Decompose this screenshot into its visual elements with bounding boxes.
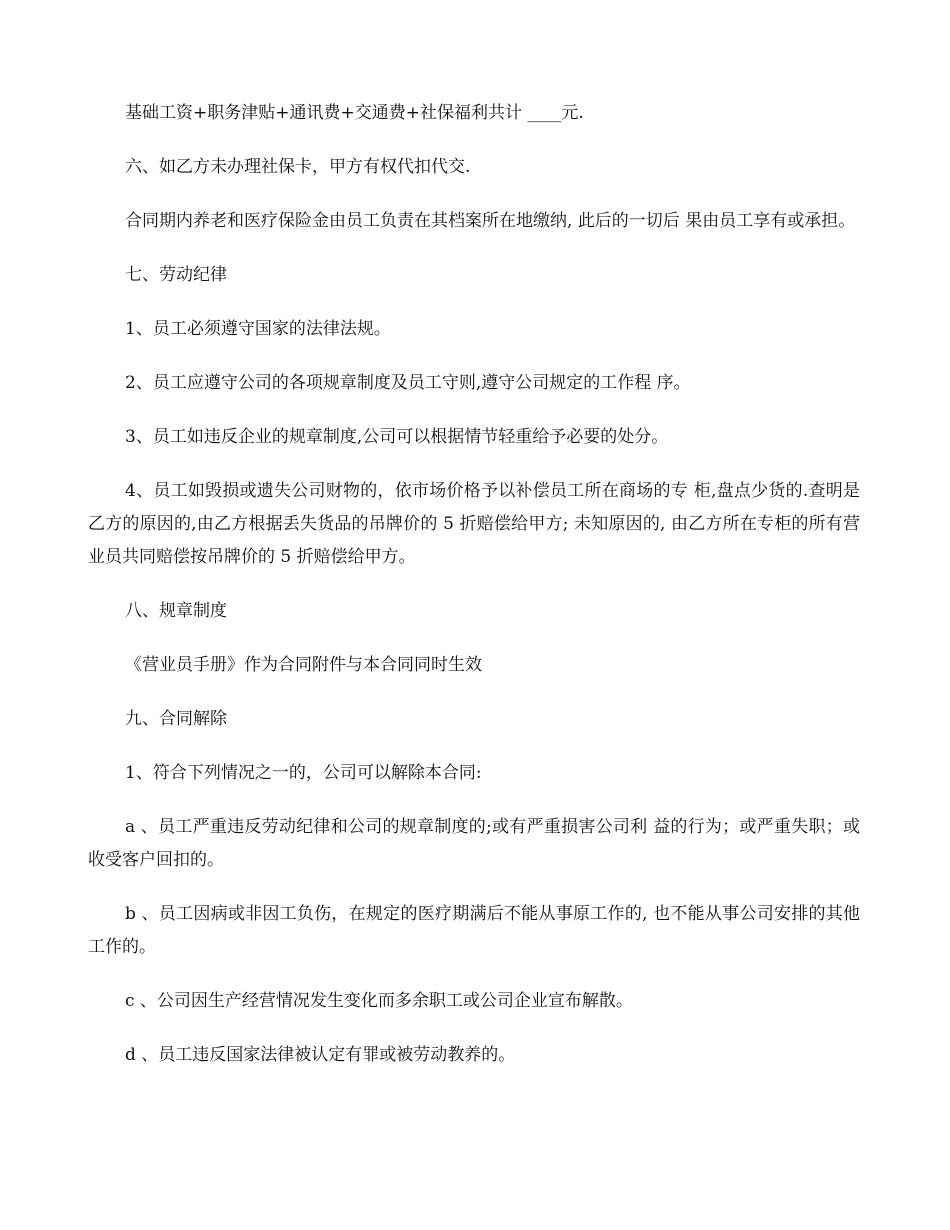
document-body <box>88 97 860 1093</box>
section-8-heading: 八、规章制度 <box>125 601 227 621</box>
termination-item-1: 1、符合下列情况之一的，公司可以解除本合同: <box>125 763 482 783</box>
section-6-heading: 六、如乙方未办理社保卡，甲方有权代扣代交. <box>125 157 471 177</box>
section-9-heading: 九、合同解除 <box>125 709 227 729</box>
salary-total-line: 基础工资+职务津贴+通讯费+交通费+社保福利共计 ____元. <box>125 103 584 123</box>
termination-item-a: a 、员工严重违反劳动纪律和公司的规章制度的;或有严重损害公司利 益的行为；或严重失职；或收受客户回扣的。 <box>88 817 860 870</box>
termination-item-c: c 、公司因生产经营情况发生变化而多余职工或公司企业宣布解散。 <box>125 991 633 1011</box>
insurance-paragraph: 合同期内养老和医疗保险金由员工负责在其档案所在地缴纳, 此后的一切后 果由员工享有或承担。 <box>125 211 856 231</box>
termination-item-d: d 、员工违反国家法律被认定有罪或被劳动教养的。 <box>125 1045 516 1065</box>
discipline-item-2: 2、员工应遵守公司的各项规章制度及员工守则,遵守公司规定的工作程 序。 <box>125 373 691 393</box>
handbook-paragraph: 《营业员手册》作为合同附件与本合同同时生效 <box>125 655 482 675</box>
section-7-heading: 七、劳动纪律 <box>125 265 227 285</box>
discipline-item-1: 1、员工必须遵守国家的法律法规。 <box>125 319 391 339</box>
discipline-item-3: 3、员工如违反企业的规章制度,公司可以根据情节轻重给予必要的处分。 <box>125 427 669 447</box>
discipline-item-4: 4、员工如毁损或遗失公司财物的，依市场价格予以补偿员工所在商场的专 柜,盘点少货的.查明是乙方的原因的,由乙方根据丢失货品的吊牌价的 5 折赔偿给甲方; 未知原因的, 由乙方所在专柜的所有营业员共同赔偿按吊牌价的 5 折赔偿给甲方。 <box>88 481 860 567</box>
termination-item-b: b 、员工因病或非因工负伤，在规定的医疗期满后不能从事原工作的, 也不能从事公司安排的其他工作的。 <box>88 904 860 957</box>
